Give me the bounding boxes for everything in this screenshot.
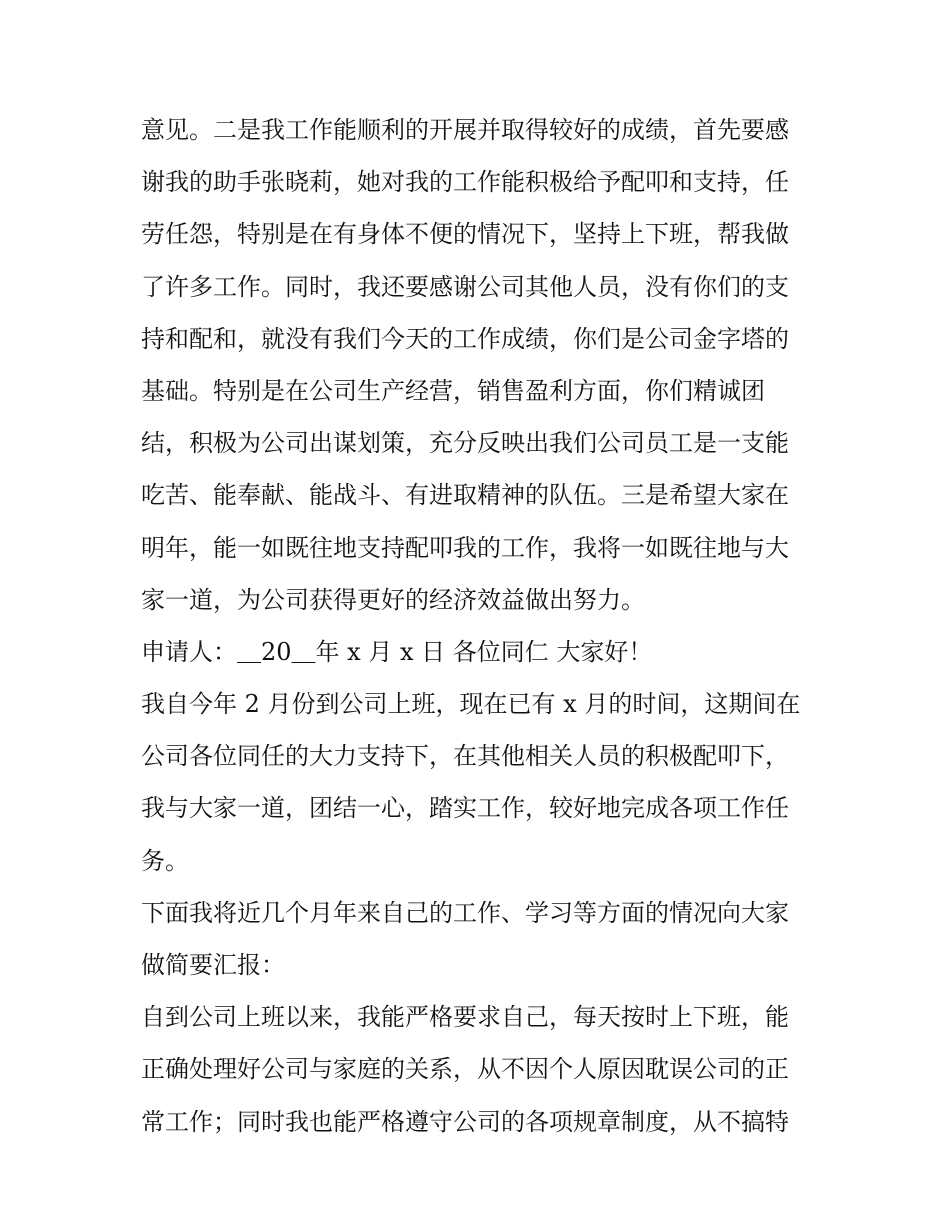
text-line: 我自今年 2 月份到公司上班，现在已有 x 月的时间，这期间在 [141, 690, 801, 719]
text-line: 意见。二是我工作能顺利的开展并取得较好的成绩，首先要感 [141, 116, 789, 144]
text-line: 谢我的助手张晓莉，她对我的工作能积极给予配叩和支持，任 [141, 168, 789, 197]
text-line: 结，积极为公司出谋划策，充分反映出我们公司员工是一支能 [141, 429, 789, 458]
text-line: 家一道，为公司获得更好的经济效益做出努力。 [141, 585, 645, 614]
text-line: 下面我将近几个月年来自己的工作、学习等方面的情况向大家 [141, 898, 789, 927]
text-line: 自到公司上班以来，我能严格要求自己，每天按时上下班，能 [141, 1003, 789, 1032]
text-line: 做简要汇报： [141, 951, 285, 979]
text-line: 劳任怨，特别是在有身体不便的情况下，坚持上下班，帮我做 [141, 220, 789, 249]
text-line: 明年，能一如既往地支持配叩我的工作，我将一如既往地与大 [141, 533, 789, 562]
text-line: 常工作；同时我也能严格遵守公司的各项规章制度，从不搞特 [141, 1107, 789, 1136]
document-body [141, 104, 821, 1148]
signature-line: 申请人：＿20＿年 x 月 x 日 各位同仁 大家好！ [141, 637, 653, 666]
text-line: 持和配和，就没有我们今天的工作成绩，你们是公司金字塔的 [141, 324, 789, 353]
text-line: 了许多工作。同时，我还要感谢公司其他人员，没有你们的支 [141, 272, 789, 301]
text-line: 务。 [141, 846, 189, 875]
text-line: 吃苦、能奉献、能战斗、有进取精神的队伍。三是希望大家在 [141, 481, 789, 510]
text-line: 正确处理好公司与家庭的关系，从不因个人原因耽误公司的正 [141, 1055, 789, 1084]
text-line: 公司各位同任的大力支持下，在其他相关人员的积极配叩下， [141, 742, 789, 771]
text-line: 基础。特别是在公司生产经营，销售盈利方面，你们精诚团 [141, 376, 765, 405]
text-line: 我与大家一道，团结一心，踏实工作，较好地完成各项工作任 [141, 794, 789, 823]
